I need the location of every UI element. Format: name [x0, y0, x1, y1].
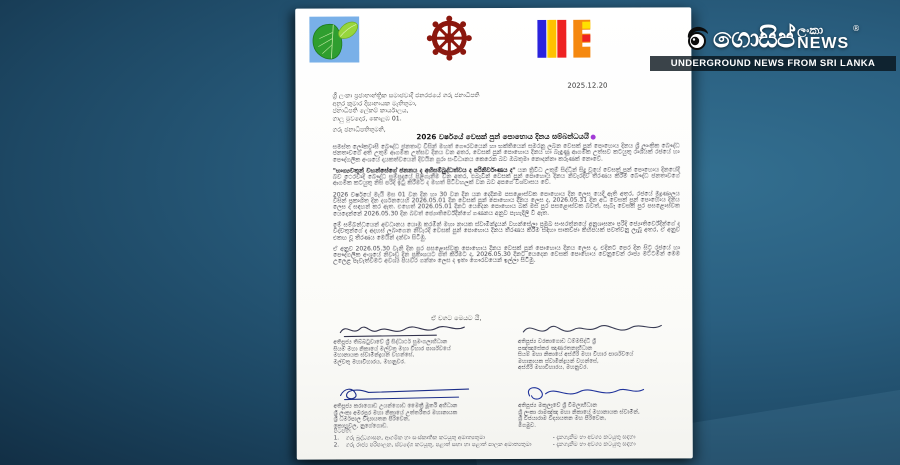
- brand-sinhala: ගොසිප්: [712, 23, 795, 54]
- letter-body: [333, 143, 680, 270]
- signatory-block: [333, 320, 496, 373]
- bo-leaf-image: [309, 16, 359, 66]
- signatory-name-lines: අතිපූජ්‍ය කරාගොඩ උයන්ගොඩ මෛත්‍රී මූර්ති අභිධාන ශ්‍රී ලංකා අමරපුර මහා නිකායේ උත්තරීතර මහානායක ශ්‍රී ධර්මපාල විද්‍යායතන පිරිවෙන, කොහුවල, නුගේගොඩ.: [333, 403, 458, 430]
- signature-grid: [333, 319, 680, 434]
- copy-item: 1. ගරු බුද්ධශාසන, ආගමික හා සංස්කෘතික කටයුතු අමාත්‍යතුමා - දැනගැනීම හා අවශ්‍ය කටයුතු සඳහා: [333, 434, 636, 442]
- salutation: ගරු ජනාධිපතිතුමනි,: [332, 126, 386, 134]
- body-paragraph: සමස්ත ලෝකවාසී බෞද්ධ ජනතාව විසින් මහත් ගෞරවයෙන් හා භක්තියෙන් සමරනු ලබන වෙසක් පුන් පොහොය දිනය ශ්‍රී ලාංකික බෞද්ධ ජනතාවගේ අති උතුම් ආගමික උත්සව දිනය වන අතර, වෙසක් පුන් පොහොය දිනය හා බැඳුණු ආගමික උත්සව කටයුතු රාශියක් රජයේ හා පෞද්ගලික අංශයේ දායකත්වයෙන් දිවයින පුරා සංවිධානය කෙරෙන බව ඔබතුමා නොදන්නා කරුණක් නොවේ.: [332, 142, 680, 164]
- signatory-block: [518, 319, 681, 372]
- handwritten-signature: [518, 383, 668, 402]
- subject-line: [333, 131, 680, 142]
- recipient-line: ජනාධිපති ලේකම් කාර්යාලය,: [332, 107, 409, 115]
- recipient-line: ශ්‍රී ලංකා ප්‍රජාතාන්ත්‍රික සමාජවාදී ජනරජයේ ගරු ජනාධිපති: [332, 92, 480, 100]
- body-paragraph: ඒ අනුව 2026.05.30 වැනි දින පුර පසළොස්වක පොහොය දිනය වෙසක් පුන් පොහොය දිනය ලෙස ද, එදිනට පෙර දින සිට රජයේ හා පෞද්ගලික අංශයේ නිවාඩු දින ප්‍රකාශයට පත් කිරීමට ද, 2026.05.30 දිනට යෙදෙන වෙසක් පොහොය වෙනුවෙන් රාජ්‍ය මට්ටමින් මෙම උලෙළ පැවැත්වීමට අවශ්‍ය පියවර ගන්නා ලෙස ද ඉතා ගෞරවයෙන් ඉල්ලා සිටිමු.: [333, 244, 681, 266]
- closing-line: ඒ වගට මෙයට යි,: [431, 314, 482, 323]
- signatory-name-lines: අතිපූජ්‍ය තිබ්බටුවාවේ ශ්‍රී සිද්ධාර්ථ සුමංගලාභිධාන සියම් මහා නිකායේ මල්වතු මහා විහාර පාර්ශ්වයේ මහානායක ස්වාමීන්ද්‍රයන් වහන්සේ, මල්වතු මහාවිහාරය, මහනුවර.: [333, 339, 451, 366]
- gossip-lanka-logo: [650, 24, 896, 71]
- logo-brand-row: [650, 24, 896, 52]
- brand-stack: [797, 24, 849, 52]
- subject-text: 2026 වර්ෂයේ වෙසක් පුන් පොහොය දිනය සම්බන්ධයයි: [416, 131, 589, 142]
- copies-section: [334, 427, 681, 450]
- eye-icon: [686, 26, 710, 52]
- copy-item: 2. ගරු රාජ්‍ය පරිපාලන, ස්වදේශ කටයුතු, පළාත් සභා හා පළාත් පාලන අමාත්‍යතුමා - දැනගැනීම හා අවශ්‍ය කටයුතු සඳහා: [333, 441, 636, 449]
- body-paragraph: 2026 වර්ෂයේ මැයි මස 01 වන දින හා 30 වන දින යන දෙදිනම පසළොස්වක පොහොය දින ලෙස යෙදී ඇති අතර, රජයේ මුද්‍රණාලය විසින් ප්‍රකාශිත දින දර්ශනයෙහි 2026.05.01 දින වෙසක් පුන් පොහොය දිනය ලෙස ද, 2026.05.31 දින අධි වෙසක් පුන් පොහොය දිනය ලෙස ද සඳහන් කර ඇත. එහෙත් 2026.05.01 දිනට යෙදෙන පොහොය බක් මස පුර පසළොස්වක බවත්, සැබෑ වෙසක් පුර පසළොස්වක යෙදෙන්නේ 2026.05.30 දින බවත් ජ්‍යොතිර්වේදීන්ගේ ගණනය අනුව පැහැදිලි වී ඇත.: [332, 190, 680, 218]
- letter-document: [295, 7, 693, 459]
- buddhist-flag-image: [537, 20, 601, 62]
- signatory-block: [518, 383, 681, 434]
- purple-dot-icon: [591, 134, 596, 139]
- logo-tagline: UNDERGROUND NEWS FROM SRI LANKA: [650, 56, 896, 71]
- signatory-name-lines: අතිපූජ්‍ය වරකාගොඩ ධම්මසිද්ධි ශ්‍රී පඤ්ඤාසේකර ඤාණරතනාභිධාන සියම් මහා නිකායේ අස්ගිරි මහා විහාර පාර්ශ්වයේ මහානායක ස්වාමීන්ද්‍රයන් වහන්සේ, අස්ගිරි මහාවිහාරය, මහනුවර.: [517, 338, 634, 372]
- body-paragraph: මේ සම්බන්ධයෙන් අවධානය යොමු කරමින් මහා නායක ස්වාමීන්ද්‍රයන් වහන්සේලා ප්‍රමුඛ සංඝරත්නයේ අනුශාසනා පරිදි ජ්‍යොතිර්වේදීන්ගේ ද විද්වතුන්ගේ ද අදහස් ලබාගෙන නිවැරදි වෙසක් පුන් පොහොය දිනය තීරණය කිරීම සඳහා සාකච්ඡා කිහිපයක් පවත්වනු ලැබූ අතර, ඒ අනුව එකඟ වූ තීරණය මෙයින් දන්වා සිටිමු.: [332, 220, 681, 242]
- dharmachakra-icon: [425, 14, 473, 66]
- letter-date: 2025.12.20: [567, 81, 608, 90]
- recipient-line: අනුර කුමාර දිසානායක මැතිතුමා,: [332, 99, 417, 108]
- handwritten-signature: [333, 320, 483, 339]
- recipient-address: [333, 91, 680, 123]
- brand-news: NEWS: [797, 35, 850, 52]
- signatory-name-lines: අතිපූජ්‍ය මකුලෑවේ ශ්‍රී විමලාභිධාන ශ්‍රී ලංකා රාමඤ්ඤ මහා නිකායේ මහානායක ස්වාමීන්, ශ්‍රී විජයාරාම විද්‍යායතන මහ පිරිවෙන, මීගමුව.: [518, 402, 640, 429]
- signatory-block: [334, 384, 497, 435]
- handwritten-signature: [334, 384, 484, 403]
- handwritten-signature: [518, 319, 668, 338]
- body-paragraph: "භාග්‍යවතුන් වහන්සේගේ ජනනය ද අභිසම්බුද්ධත්වය ද පරිනිර්වාණය ද" යන ත්‍රිවිධ උතුම් සිද්ධීන් සිදු වූයේ වෙසක් පුන් පොහොය දිනයේදී බව ථෙරවාදී බෞද්ධ සම්ප්‍රදායේ පිළිගැනීම වන අතර, එබැවින් වෙසක් පුන් පොහොය දිනය නිවැරදිව තීරණය කිරීම බෞද්ධ ජනතාවගේ ආගමික කටයුතු නිසි පරිදි ඉටු කිරීමට ද මහත් පිටිවහලක් වන බව අපගේ විශ්වාසය වේ.: [332, 166, 680, 188]
- copies-label: පිටපත්:: [333, 428, 352, 435]
- registered-mark: ®: [852, 24, 861, 33]
- recipient-line: ගාලු මුවදොර, කොළඹ 01.: [332, 115, 402, 123]
- brand-lanka: ලංකා: [797, 23, 824, 37]
